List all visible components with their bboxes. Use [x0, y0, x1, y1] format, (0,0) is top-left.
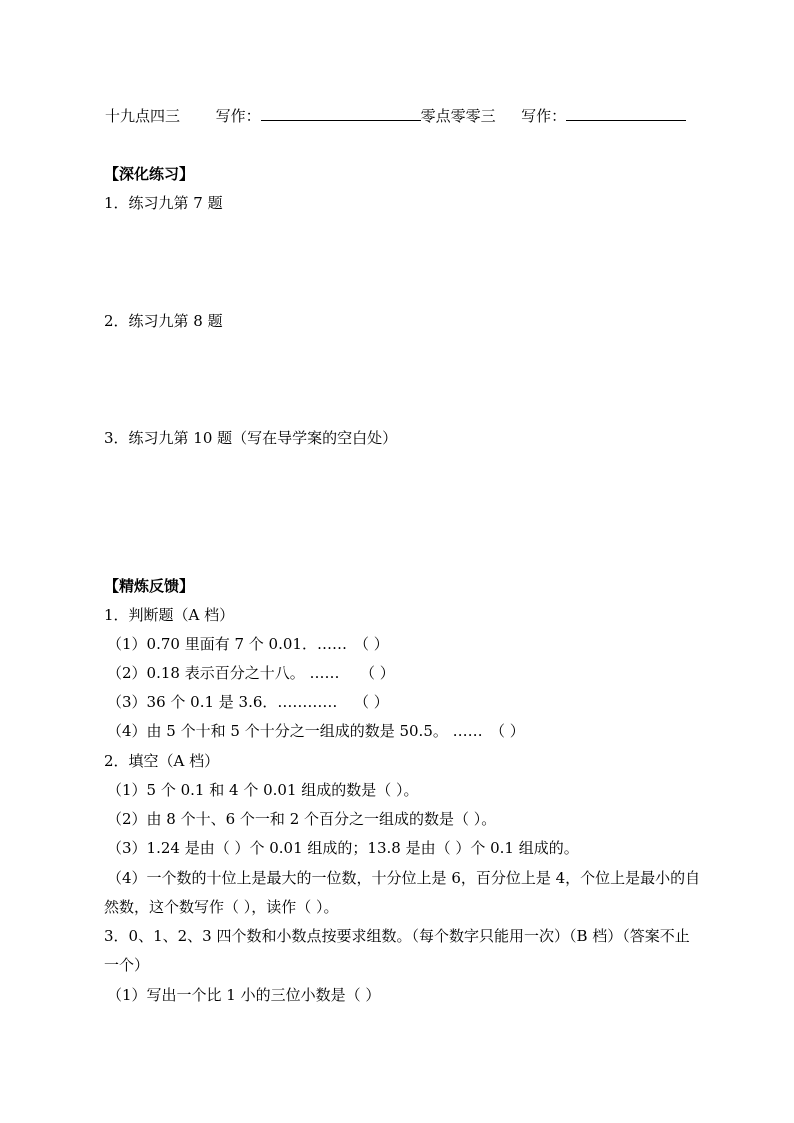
- judge-title: 1．判断题（A 档）: [104, 606, 235, 624]
- answer-blank-a[interactable]: [261, 106, 421, 121]
- number-words-b: 零点零零三: [420, 107, 496, 125]
- judge-answer-paren[interactable]: （ ）: [360, 664, 395, 682]
- write-label-b: 写作：: [521, 107, 567, 125]
- number-words-a: 十九点四三: [105, 107, 181, 125]
- write-label-a: 写作：: [215, 107, 261, 125]
- fill-title: 2．填空（A 档）: [104, 752, 220, 770]
- deep-practice-item: 3．练习九第 10 题（写在导学案的空白处）: [104, 429, 398, 447]
- judge-item-text: （1）0.70 里面有 7 个 0.01．……: [107, 635, 347, 653]
- deep-practice-heading: 【深化练习】: [104, 165, 195, 183]
- judge-item-text: （4）由 5 个十和 5 个十分之一组成的数是 50.5。 ……: [107, 722, 483, 740]
- judge-item: [107, 634, 347, 654]
- deep-practice-item: 2．练习九第 8 题: [104, 312, 223, 330]
- fill-item: （1）5 个 0.1 和 4 个 0.01 组成的数是（ ）。: [107, 781, 419, 799]
- judge-item-text: （3）36 个 0.1 是 3.6．…………: [107, 693, 338, 711]
- judge-item: [107, 663, 339, 683]
- judge-answer-paren[interactable]: （ ）: [354, 693, 389, 711]
- judge-item: [107, 692, 337, 712]
- q3-text: 3．0、1、2、3 四个数和小数点按要求组数。（每个数字只能用一次）（B 档）（答案不止: [104, 927, 690, 945]
- q3-sub-item: （1）写出一个比 1 小的三位小数是（ ）: [107, 986, 381, 1004]
- fill-item: （2）由 8 个十、6 个一和 2 个百分之一组成的数是（ ）。: [107, 810, 497, 828]
- judge-item: [107, 721, 483, 741]
- answer-blank-b[interactable]: [566, 106, 686, 121]
- write-row: [105, 106, 686, 126]
- q3-text-continued: 一个）: [104, 956, 150, 974]
- judge-answer-paren[interactable]: （ ）: [354, 635, 389, 653]
- judge-answer-paren[interactable]: （ ）: [490, 722, 525, 740]
- judge-item-text: （2）0.18 表示百分之十八。 ……: [107, 664, 340, 682]
- deep-practice-item: 1．练习九第 7 题: [104, 194, 223, 212]
- fill-item: （4）一个数的十位上是最大的一位数，十分位上是 6，百分位上是 4，个位上是最小的自: [107, 869, 701, 887]
- fill-item: （3）1.24 是由（ ）个 0.01 组成的；13.8 是由（ ）个 0.1 组成的。: [107, 839, 579, 857]
- fill-item-continued: 然数，这个数写作（ ），读作（ ）。: [104, 898, 339, 916]
- feedback-heading: 【精炼反馈】: [104, 577, 195, 595]
